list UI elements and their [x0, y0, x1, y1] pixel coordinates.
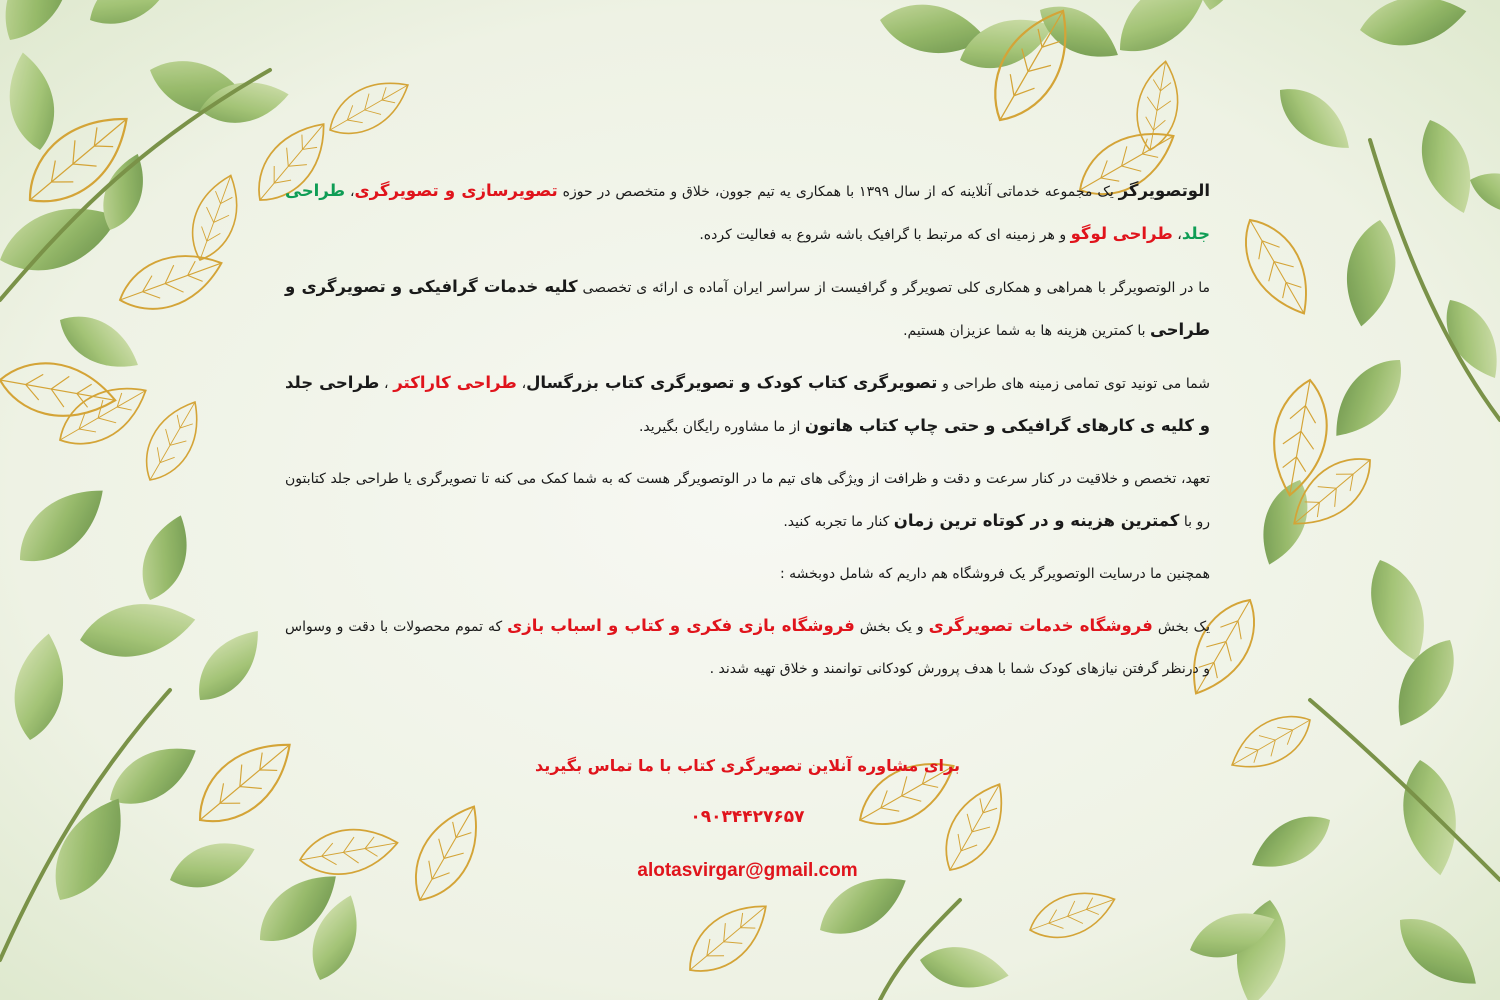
- about-text-block: [285, 170, 1210, 700]
- highlight-logo-design: طراحی لوگو: [1070, 224, 1173, 243]
- shop-intro-paragraph: همچنین ما درسایت الوتصویرگر یک فروشگاه هم داریم که شامل دوبخشه :: [779, 566, 1210, 582]
- commitment-paragraph: تعهد، تخصص و خلاقیت در کنار سرعت و دقت و ظرافت از ویژگی های تیم ما در الوتصویرگر هست که به شما کمک می کنه تا تصویرگری یا طراحی جلد کتابتون رو با کمترین هزینه و در کوتاه ترین زمان کنار ما تجربه کنید.: [285, 471, 1210, 530]
- highlight-toy-shop: فروشگاه بازی فکری و کتاب و اسباب بازی: [507, 616, 855, 635]
- brand-name: الوتصویرگر: [1118, 181, 1210, 200]
- call-to-action: برای مشاوره آنلاین تصویرگری کتاب با ما تماس بگیرید: [535, 756, 960, 775]
- bold-lowest-cost: کمترین هزینه و در کوتاه ترین زمان: [893, 511, 1180, 530]
- bold-cover-and-print: طراحی جلد و کلیه ی کارهای گرافیکی و حتی چاپ کتاب هاتون: [285, 373, 1210, 435]
- email-address[interactable]: alotasvirgar@gmail.com: [637, 860, 858, 881]
- shop-sections-paragraph: یک بخش فروشگاه خدمات تصویرگری و یک بخش فروشگاه بازی فکری و کتاب و اسباب بازی که تموم محصولات با دقت و وسواس و درنظر گرفتن نیازهای کودک شما با هدف پرورش کودکانی توانمند و خلاق تهیه شدند .: [285, 616, 1210, 677]
- highlight-illustration: تصویرسازی و تصویرگری: [354, 181, 558, 200]
- intro-paragraph: الوتصویرگر یک مجموعه خدماتی آنلاینه که از سال ۱۳۹۹ با همکاری یه تیم جوون، خلاق و متخصص در حوزه تصویرسازی و تصویرگری، طراحی جلد، طراحی لوگو و هر زمینه ای که مرتبط با گرافیک باشه شروع به فعالیت کرده.: [285, 181, 1210, 243]
- consultation-paragraph: شما می تونید توی تمامی زمینه های طراحی و تصویرگری کتاب کودک و تصویرگری کتاب بزرگسال، طراحی کاراکتر ، طراحی جلد و کلیه ی کارهای گرافیکی و حتی چاپ کتاب هاتون از ما مشاوره رایگان بگیرید.: [285, 373, 1211, 435]
- bold-all-graphic-services: کلیه خدمات گرافیکی و تصویرگری و طراحی: [285, 277, 1210, 339]
- highlight-illustration-shop: فروشگاه خدمات تصویرگری: [928, 616, 1153, 635]
- phone-number[interactable]: ۰۹۰۳۴۴۲۷۶۵۷: [690, 807, 805, 827]
- highlight-character-design: طراحی کاراکتر: [393, 373, 517, 392]
- highlight-cover-design: طراحی جلد: [285, 181, 1210, 243]
- bold-book-illustration: تصویرگری کتاب کودک و تصویرگری کتاب بزرگسال: [526, 373, 938, 392]
- services-paragraph: ما در الوتصویرگر با همراهی و همکاری کلی تصویرگر و گرافیست از سراسر ایران آماده ی ارائه ی تخصصی کلیه خدمات گرافیکی و تصویرگری و طراحی با کمترین هزینه ها به شما عزیزان هستیم.: [285, 277, 1210, 339]
